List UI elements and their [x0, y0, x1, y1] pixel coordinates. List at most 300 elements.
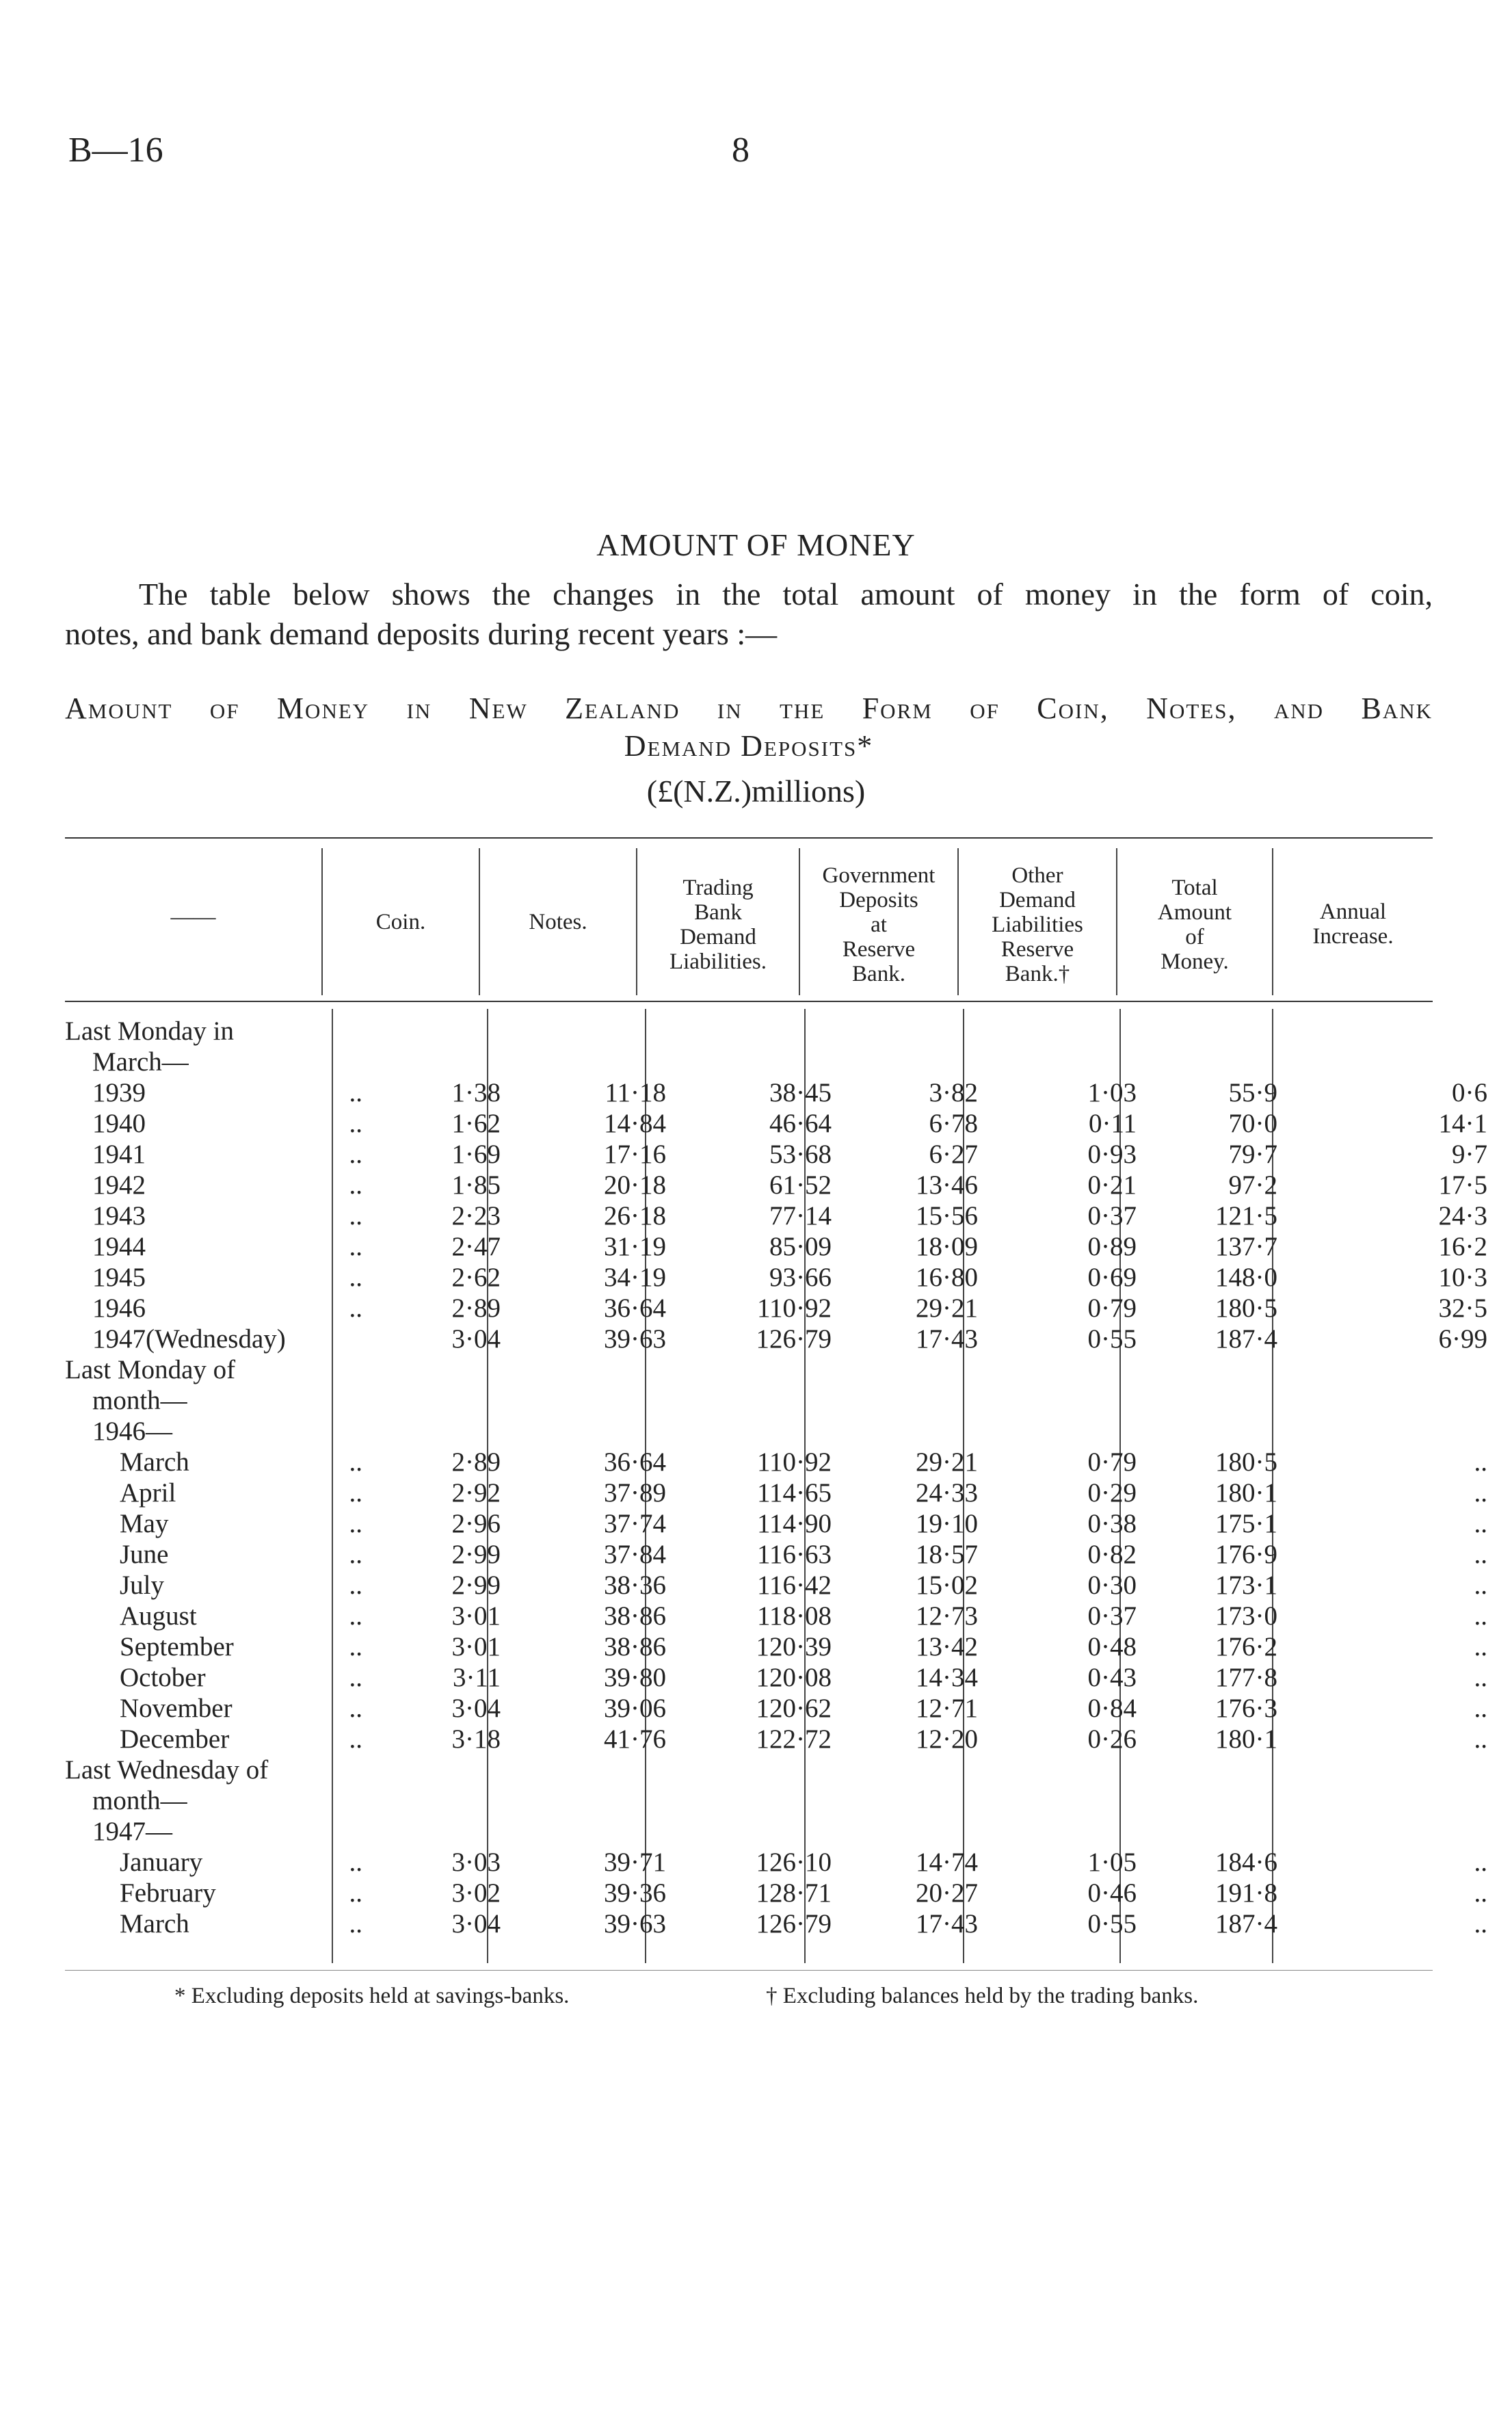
leader-dots: .. [349, 1663, 362, 1692]
cell-government: 17·43 [916, 1324, 978, 1354]
cell-trading: 126·79 [756, 1909, 832, 1939]
col-head-other [959, 863, 1116, 986]
leader-dots: .. [349, 1540, 362, 1569]
cell-coin [383, 1785, 501, 1816]
cell-government: 29·21 [916, 1447, 978, 1477]
cell-coin: 2·23 [451, 1201, 501, 1231]
table-row [65, 1539, 1487, 1570]
cell-notes: 14·84 [604, 1109, 666, 1138]
caption-line-1: Amount of Money in New Zealand in the Form of Coin, Notes, and Bank [65, 692, 1433, 725]
cell-annual [1277, 1785, 1487, 1816]
row-label-text: Last Monday of [65, 1355, 236, 1384]
cell-trading: 128·71 [756, 1878, 832, 1908]
cell-other: 0·43 [1087, 1663, 1137, 1692]
cell-trading: 116·42 [756, 1571, 832, 1600]
cell-total [1137, 1047, 1277, 1077]
row-label-text: August [120, 1601, 197, 1631]
cell-coin: 1·69 [451, 1140, 501, 1169]
leader-dots: .. [349, 1848, 362, 1877]
cell-notes [501, 1385, 666, 1416]
col-head-line: Bank.† [1005, 962, 1070, 986]
cell-total: 137·7 [1215, 1232, 1277, 1261]
col-head-line: Annual [1319, 899, 1387, 924]
cell-government: 12·20 [916, 1724, 978, 1754]
cell-other [978, 1385, 1137, 1416]
col-head-line: Increase. [1312, 924, 1394, 949]
leader-dots: .. [349, 1878, 362, 1908]
cell-coin: 3·04 [451, 1694, 501, 1723]
cell-other: 0·69 [1087, 1263, 1137, 1292]
cell-government: 13·46 [916, 1170, 978, 1200]
row-label-text: April [120, 1478, 176, 1508]
cell-annual: .. [1474, 1540, 1487, 1569]
cell-government: 12·71 [916, 1694, 978, 1723]
row-label-text: 1940 [92, 1109, 146, 1138]
row-label [65, 1785, 383, 1816]
row-label [65, 1477, 383, 1508]
cell-notes: 31·19 [604, 1232, 666, 1261]
cell-other: 0·84 [1087, 1694, 1137, 1723]
cell-notes [501, 1016, 666, 1047]
table-top-rule [65, 837, 1433, 839]
col-head-coin: Coin. [375, 910, 426, 934]
cell-total: 97·2 [1228, 1170, 1277, 1200]
table-row [65, 1200, 1487, 1231]
cell-government [832, 1047, 978, 1077]
cell-government: 14·34 [916, 1663, 978, 1692]
cell-trading: 114·65 [756, 1478, 832, 1508]
leader-dots: .. [349, 1632, 362, 1661]
table-row [65, 1416, 1487, 1447]
row-label [65, 1908, 383, 1939]
cell-notes: 39·63 [604, 1324, 666, 1354]
document-reference: B—16 [68, 131, 163, 170]
table-row [65, 1878, 1487, 1908]
cell-government [832, 1385, 978, 1416]
cell-annual: .. [1474, 1724, 1487, 1754]
col-head-line: Deposits [839, 888, 918, 912]
row-label [65, 1139, 383, 1170]
table-row [65, 1262, 1487, 1293]
leader-dots: .. [349, 1447, 362, 1477]
row-label [65, 1047, 383, 1077]
table-row [65, 1724, 1487, 1755]
cell-other: 0·46 [1087, 1878, 1137, 1908]
cell-other: 0·38 [1087, 1509, 1137, 1538]
cell-coin [383, 1047, 501, 1077]
cell-other: 0·79 [1087, 1293, 1137, 1323]
cell-trading: 61·52 [769, 1170, 832, 1200]
cell-trading: 116·63 [756, 1540, 832, 1569]
cell-total: 184·6 [1215, 1848, 1277, 1877]
cell-total: 176·2 [1215, 1632, 1277, 1661]
leader-dots: .. [349, 1140, 362, 1169]
cell-annual: .. [1474, 1571, 1487, 1600]
table-row [65, 1785, 1487, 1816]
cell-annual: .. [1474, 1878, 1487, 1908]
cell-annual [1277, 1016, 1487, 1047]
cell-other: 0·29 [1087, 1478, 1137, 1508]
cell-annual: .. [1474, 1601, 1487, 1631]
cell-annual: 32·5 [1438, 1293, 1487, 1323]
col-head-line: Reserve [842, 937, 916, 962]
cell-coin [383, 1816, 501, 1847]
cell-government: 16·80 [916, 1263, 978, 1292]
cell-trading [666, 1755, 832, 1785]
table-row [65, 1847, 1487, 1878]
header-bottom-rule [65, 1001, 1433, 1002]
cell-annual: 10·3 [1438, 1263, 1487, 1292]
table-row [65, 1693, 1487, 1724]
row-label-text: February [120, 1878, 216, 1908]
cell-government [832, 1416, 978, 1447]
row-label [65, 1508, 383, 1539]
table-row [65, 1662, 1487, 1693]
row-label [65, 1416, 383, 1447]
cell-annual: .. [1474, 1663, 1487, 1692]
footnote-savings-banks: * Excluding deposits held at savings-banks. [174, 1984, 570, 2008]
col-head-line: Liabilities. [669, 949, 767, 974]
table-row [65, 1324, 1487, 1354]
row-label-text: 1944 [92, 1232, 146, 1261]
col-head-line: at [871, 912, 887, 937]
page-title: AMOUNT OF MONEY [596, 527, 916, 562]
row-label-text: 1942 [92, 1170, 146, 1200]
cell-other: 0·26 [1087, 1724, 1137, 1754]
row-label [65, 1016, 383, 1047]
row-label-text: November [120, 1694, 233, 1723]
cell-government [832, 1755, 978, 1785]
cell-coin: 2·89 [451, 1447, 501, 1477]
cell-trading: 110·92 [756, 1447, 832, 1477]
cell-government: 14·74 [916, 1848, 978, 1877]
col-head-line: Money. [1160, 949, 1229, 974]
cell-total: 187·4 [1215, 1324, 1277, 1354]
cell-total: 55·9 [1228, 1078, 1277, 1107]
cell-government: 6·27 [929, 1140, 978, 1169]
cell-total: 121·5 [1215, 1201, 1277, 1231]
cell-annual [1277, 1354, 1487, 1385]
table-row [65, 1231, 1487, 1262]
row-label-text: Last Monday in [65, 1016, 234, 1046]
row-label [65, 1724, 383, 1755]
cell-total: 180·5 [1215, 1447, 1277, 1477]
cell-trading: 77·14 [769, 1201, 832, 1231]
row-label-text: month— [92, 1786, 187, 1815]
col-head-line: Liabilities [992, 912, 1083, 937]
cell-notes: 37·84 [604, 1540, 666, 1569]
cell-coin: 1·85 [451, 1170, 501, 1200]
cell-government [832, 1016, 978, 1047]
cell-annual: .. [1474, 1848, 1487, 1877]
row-label-text: March— [92, 1047, 189, 1077]
cell-coin: 3·03 [451, 1848, 501, 1877]
table-row [65, 1816, 1487, 1847]
cell-total: 180·1 [1215, 1478, 1277, 1508]
row-label [65, 1662, 383, 1693]
cell-other: 0·48 [1087, 1632, 1137, 1661]
cell-government: 6·78 [929, 1109, 978, 1138]
cell-notes: 34·19 [604, 1263, 666, 1292]
table-row [65, 1170, 1487, 1200]
cell-other [978, 1354, 1137, 1385]
row-label [65, 1324, 383, 1354]
leader-dots: .. [349, 1232, 362, 1261]
table-caption [65, 691, 1433, 763]
cell-coin: 2·96 [451, 1509, 501, 1538]
cell-total: 177·8 [1215, 1663, 1277, 1692]
cell-government: 15·02 [916, 1571, 978, 1600]
cell-trading: 85·09 [769, 1232, 832, 1261]
cell-government: 12·73 [916, 1601, 978, 1631]
leader-dots: .. [349, 1724, 362, 1754]
table-bottom-rule [65, 1970, 1433, 1971]
cell-annual: .. [1474, 1909, 1487, 1939]
table-row [65, 1293, 1487, 1324]
row-label-text: May [120, 1509, 169, 1538]
cell-other [978, 1785, 1137, 1816]
cell-other: 0·37 [1087, 1601, 1137, 1631]
leader-dots: .. [349, 1571, 362, 1600]
table-row [65, 1755, 1487, 1785]
cell-notes: 36·64 [604, 1447, 666, 1477]
cell-other [978, 1016, 1137, 1047]
row-label-text: June [120, 1540, 169, 1569]
col-head-line: Amount [1157, 900, 1232, 925]
cell-notes [501, 1416, 666, 1447]
cell-trading: 118·08 [756, 1601, 832, 1631]
cell-coin: 1·38 [451, 1078, 501, 1107]
cell-other: 0·89 [1087, 1232, 1137, 1261]
cell-notes: 39·63 [604, 1909, 666, 1939]
cell-coin: 3·04 [451, 1324, 501, 1354]
cell-notes: 41·76 [604, 1724, 666, 1754]
row-label-text: 1943 [92, 1201, 146, 1231]
leader-dots: .. [349, 1478, 362, 1508]
cell-coin: 3·02 [451, 1878, 501, 1908]
table-units: (£(N.Z.)millions) [646, 774, 866, 809]
cell-coin: 1·62 [451, 1109, 501, 1138]
cell-notes: 38·86 [604, 1632, 666, 1661]
cell-notes: 39·80 [604, 1663, 666, 1692]
leader-dots: .. [349, 1263, 362, 1292]
cell-annual: .. [1474, 1447, 1487, 1477]
cell-other: 0·79 [1087, 1447, 1137, 1477]
cell-coin: 3·04 [451, 1909, 501, 1939]
row-label [65, 1816, 383, 1847]
row-label-text: Last Wednesday of [65, 1755, 269, 1785]
cell-trading: 93·66 [769, 1263, 832, 1292]
table-row [65, 1354, 1487, 1385]
cell-other: 0·55 [1087, 1324, 1137, 1354]
row-label [65, 1293, 383, 1324]
cell-total: 191·8 [1215, 1878, 1277, 1908]
cell-coin [383, 1755, 501, 1785]
table-row [65, 1016, 1487, 1047]
row-label-text: 1945 [92, 1263, 146, 1292]
cell-annual: .. [1474, 1694, 1487, 1723]
table-row [65, 1139, 1487, 1170]
cell-annual: 24·3 [1438, 1201, 1487, 1231]
cell-government: 24·33 [916, 1478, 978, 1508]
cell-trading: 53·68 [769, 1140, 832, 1169]
cell-total [1137, 1816, 1277, 1847]
cell-total: 176·9 [1215, 1540, 1277, 1569]
leader-dots: .. [349, 1601, 362, 1631]
cell-coin [383, 1385, 501, 1416]
row-label-text: 1946— [92, 1417, 172, 1446]
cell-annual: 9·7 [1452, 1140, 1487, 1169]
cell-total: 173·1 [1215, 1571, 1277, 1600]
cell-total [1137, 1354, 1277, 1385]
col-head-trading [637, 876, 799, 974]
cell-coin: 3·01 [451, 1632, 501, 1661]
leader-dots: .. [349, 1170, 362, 1200]
table-row [65, 1477, 1487, 1508]
cell-government [832, 1354, 978, 1385]
cell-notes [501, 1047, 666, 1077]
row-label [65, 1354, 383, 1385]
cell-notes: 39·71 [604, 1848, 666, 1877]
cell-total: 180·5 [1215, 1293, 1277, 1323]
cell-trading: 114·90 [756, 1509, 832, 1538]
row-label [65, 1231, 383, 1262]
cell-notes: 37·89 [604, 1478, 666, 1508]
cell-trading [666, 1385, 832, 1416]
cell-government [832, 1785, 978, 1816]
cell-notes [501, 1354, 666, 1385]
cell-coin: 2·99 [451, 1540, 501, 1569]
row-label-text: 1947— [92, 1817, 172, 1846]
cell-notes [501, 1816, 666, 1847]
row-label [65, 1447, 383, 1477]
cell-total: 180·1 [1215, 1724, 1277, 1754]
cell-annual [1277, 1385, 1487, 1416]
cell-notes: 39·36 [604, 1878, 666, 1908]
row-label [65, 1200, 383, 1231]
cell-other: 0·55 [1087, 1909, 1137, 1939]
cell-other [978, 1816, 1137, 1847]
cell-annual: 17·5 [1438, 1170, 1487, 1200]
table-row [65, 1077, 1487, 1108]
leader-dots: .. [349, 1201, 362, 1231]
cell-total [1137, 1416, 1277, 1447]
row-label [65, 1262, 383, 1293]
leader-dots: .. [349, 1078, 362, 1107]
cell-other: 0·37 [1087, 1201, 1137, 1231]
table-row [65, 1047, 1487, 1077]
row-label [65, 1693, 383, 1724]
cell-notes: 39·06 [604, 1694, 666, 1723]
cell-trading: 122·72 [756, 1724, 832, 1754]
cell-trading [666, 1816, 832, 1847]
cell-notes: 37·74 [604, 1509, 666, 1538]
cell-other: 1·03 [1087, 1078, 1137, 1107]
cell-trading: 120·08 [756, 1663, 832, 1692]
cell-annual [1277, 1755, 1487, 1785]
cell-government [832, 1816, 978, 1847]
cell-annual: 14·1 [1438, 1109, 1487, 1138]
col-head-line: Demand [680, 925, 756, 949]
cell-government: 18·09 [916, 1232, 978, 1261]
cell-notes [501, 1785, 666, 1816]
cell-coin: 3·18 [451, 1724, 501, 1754]
leader-dots: .. [349, 1293, 362, 1323]
col-head-line: Other [1011, 863, 1063, 888]
cell-total: 187·4 [1215, 1909, 1277, 1939]
cell-coin: 3·11 [452, 1663, 501, 1692]
caption-line-2: Demand Deposits* [624, 729, 874, 763]
col-head-total [1117, 876, 1272, 974]
cell-annual: .. [1474, 1509, 1487, 1538]
cell-other [978, 1047, 1137, 1077]
cell-government: 18·57 [916, 1540, 978, 1569]
row-label-text: month— [92, 1386, 187, 1415]
cell-trading: 120·62 [756, 1694, 832, 1723]
cell-other: 1·05 [1087, 1848, 1137, 1877]
col-head-notes: Notes. [529, 910, 587, 934]
row-label-text: September [120, 1632, 234, 1661]
cell-trading [666, 1354, 832, 1385]
cell-total: 148·0 [1215, 1263, 1277, 1292]
cell-government: 13·42 [916, 1632, 978, 1661]
cell-government: 15·56 [916, 1201, 978, 1231]
col-head-line: Bank. [852, 962, 905, 986]
cell-other: 0·21 [1087, 1170, 1137, 1200]
leader-dots: .. [349, 1909, 362, 1939]
row-label [65, 1847, 383, 1878]
cell-annual: 16·2 [1438, 1232, 1487, 1261]
intro-line-2: notes, and bank demand deposits during recent years :— [65, 616, 778, 651]
cell-government: 19·10 [916, 1509, 978, 1538]
cell-annual: .. [1474, 1632, 1487, 1661]
cell-annual: 0·6 [1452, 1078, 1487, 1107]
cell-annual: 6·99 [1438, 1324, 1487, 1354]
row-label-text: July [120, 1571, 165, 1600]
cell-notes: 26·18 [604, 1201, 666, 1231]
row-label-text: 1939 [92, 1078, 146, 1107]
cell-other: 0·93 [1087, 1140, 1137, 1169]
col-head-line: Demand [999, 888, 1076, 912]
cell-government: 20·27 [916, 1878, 978, 1908]
intro-paragraph [65, 575, 1433, 654]
table-row [65, 1908, 1487, 1939]
row-label-text: October [120, 1663, 206, 1692]
row-label [65, 1878, 383, 1908]
leader-dots: .. [349, 1694, 362, 1723]
col-head-annual [1273, 899, 1433, 949]
row-label-text: March [120, 1909, 189, 1939]
cell-other [978, 1755, 1137, 1785]
cell-coin: 2·89 [451, 1293, 501, 1323]
cell-coin [383, 1416, 501, 1447]
row-label [65, 1570, 383, 1601]
cell-other: 0·30 [1087, 1571, 1137, 1600]
cell-other: 0·82 [1087, 1540, 1137, 1569]
table-row [65, 1570, 1487, 1601]
row-label [65, 1755, 383, 1785]
cell-coin: 2·92 [451, 1478, 501, 1508]
cell-total: 175·1 [1215, 1509, 1277, 1538]
cell-coin: 2·47 [451, 1232, 501, 1261]
cell-total [1137, 1785, 1277, 1816]
cell-notes [501, 1755, 666, 1785]
cell-coin [383, 1354, 501, 1385]
table-row [65, 1508, 1487, 1539]
cell-government: 17·43 [916, 1909, 978, 1939]
cell-other: 0·11 [1088, 1109, 1137, 1138]
cell-other [978, 1416, 1137, 1447]
